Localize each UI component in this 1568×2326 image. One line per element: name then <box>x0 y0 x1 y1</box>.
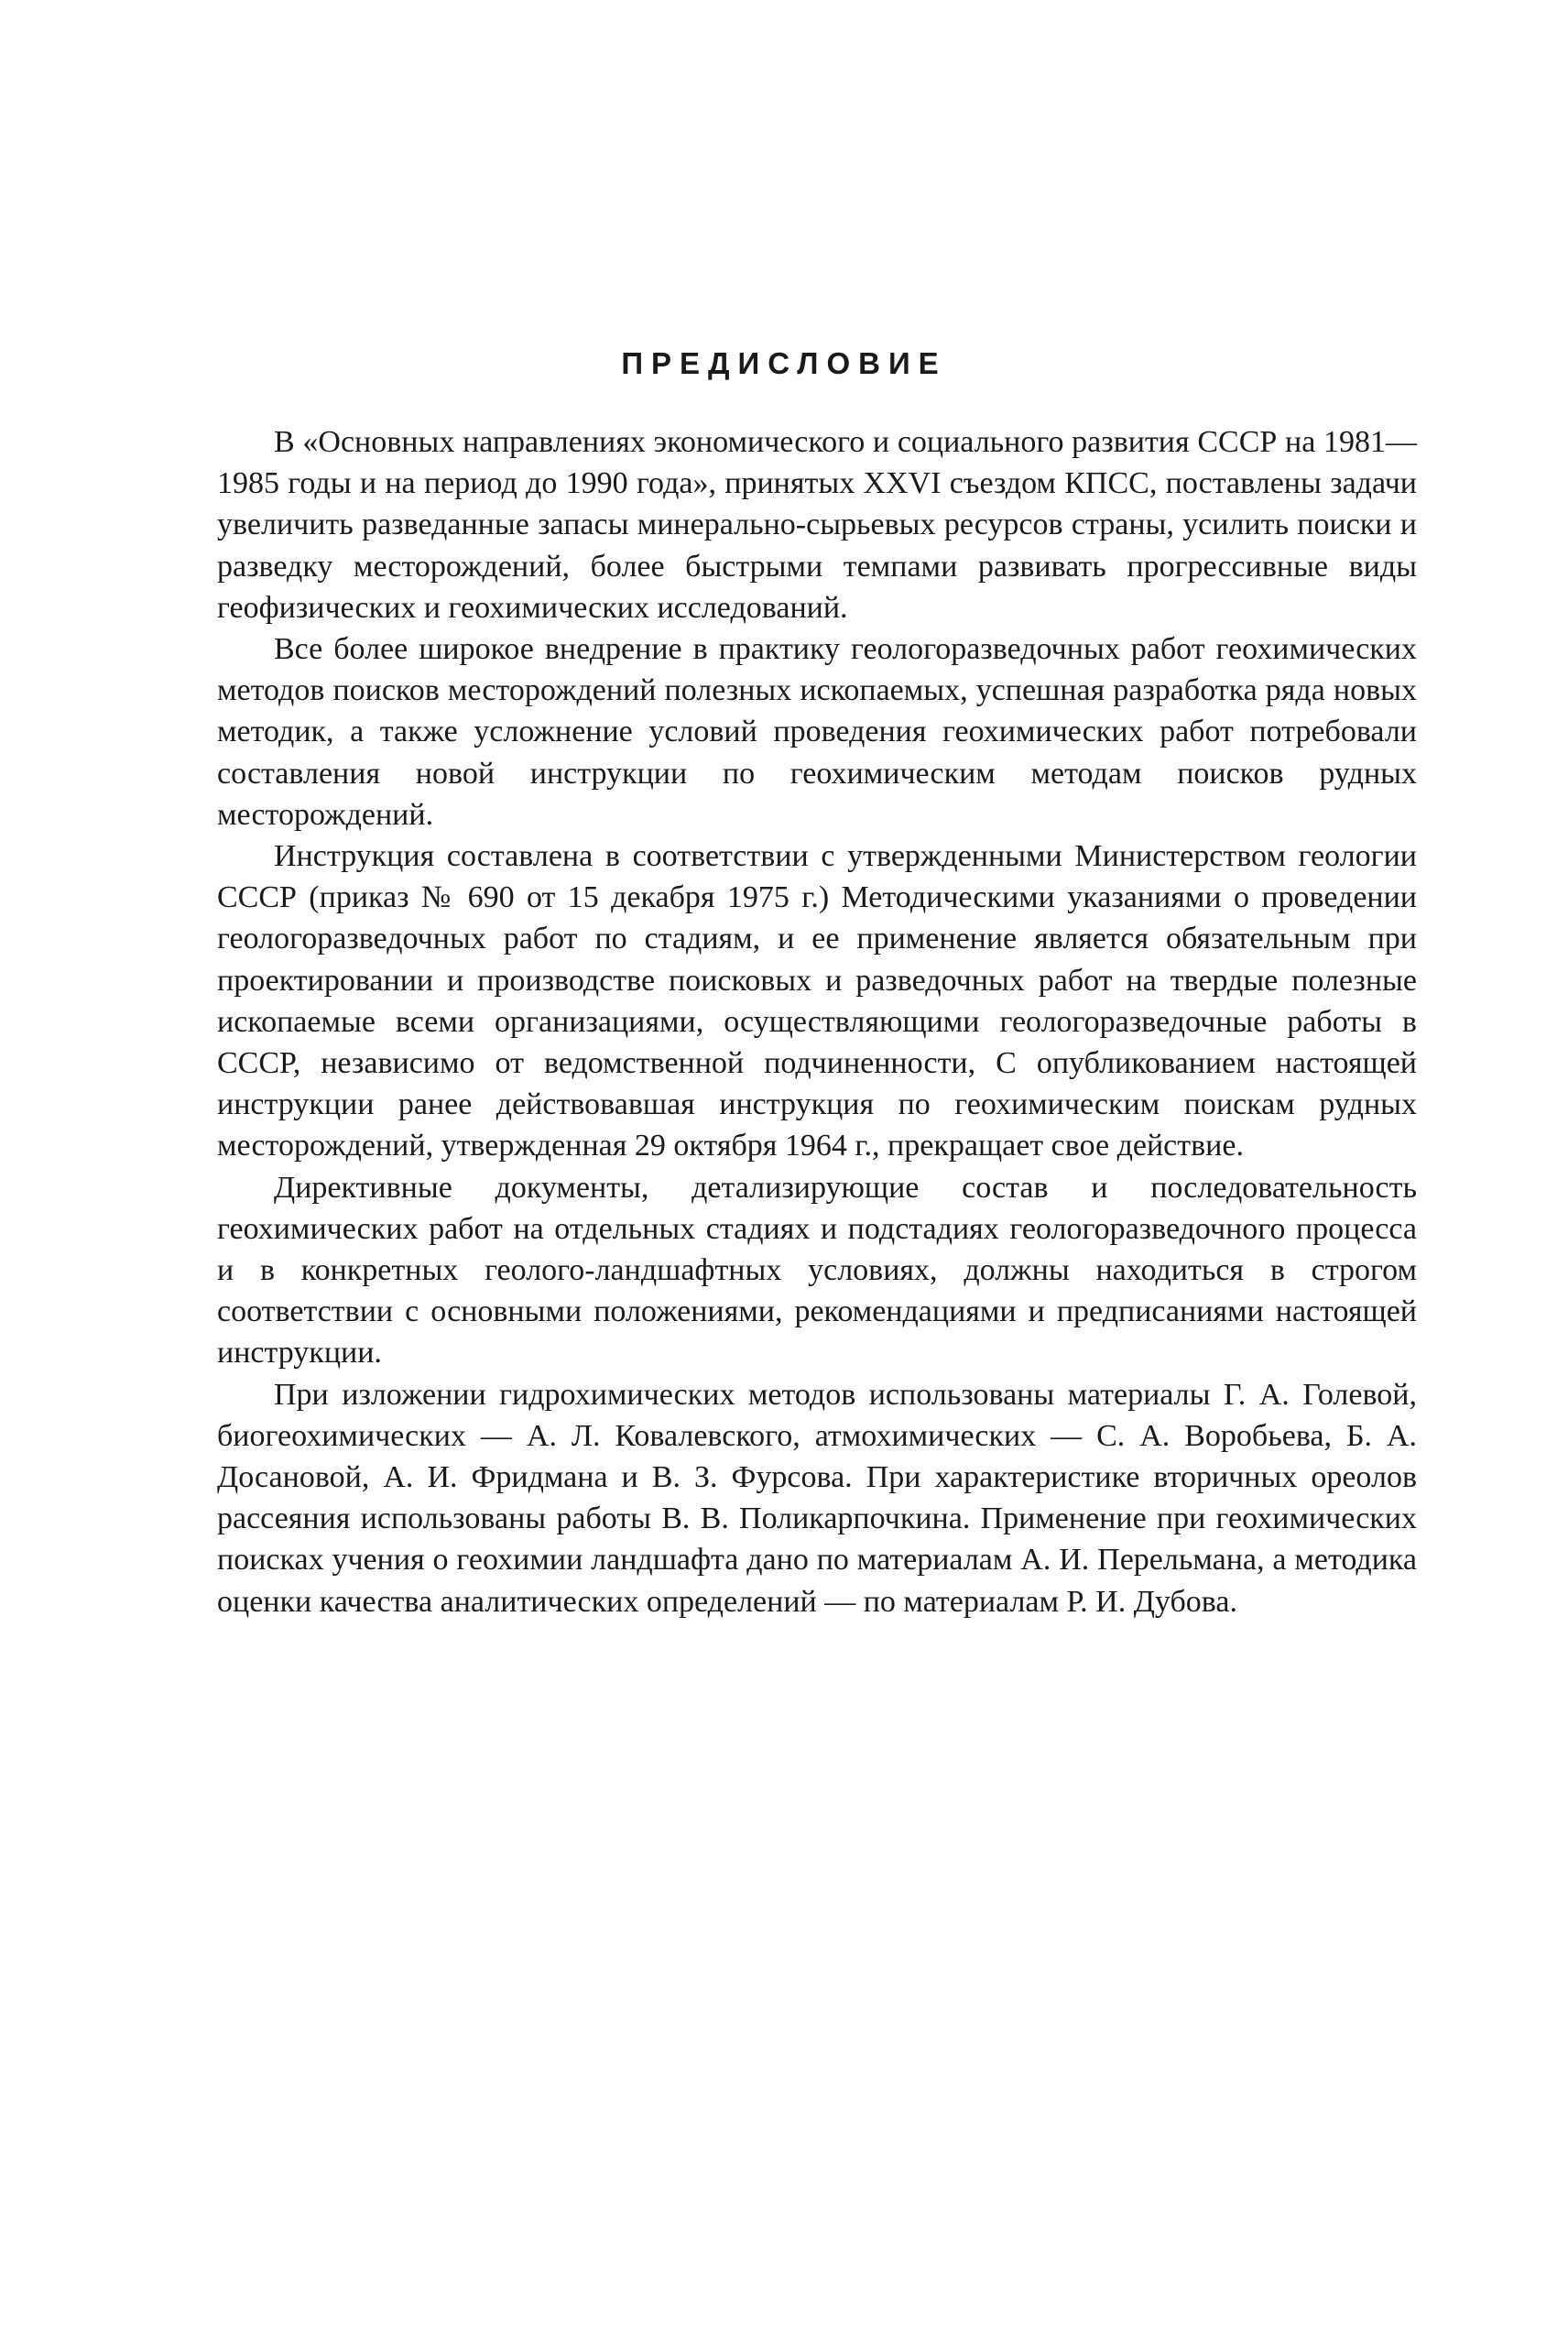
paragraph: Все более широкое внедрение в практику геологоразведочных работ геохимических методов поисков месторождений полезных ископаемых, успешная разработка ряда новых методик, а также усложнение условий проведения геохимических работ потребовали составления новой инструкции по геохимическим методам поисков рудных месторождений. <box>217 632 1417 832</box>
paragraph: В «Основных направлениях экономического и социального развития СССР на 1981—1985 годы и на период до 1990 года», принятых XXVI съездом КПСС, поставлены задачи увеличить разведанные запасы минерально-сырьевых ресурсов страны, усилить поиски и разведку месторождений, более быстрыми темпами развивать прогрессивные виды геофизических и геохимических исследований. <box>217 425 1417 625</box>
paragraph: Инструкция составлена в соответствии с утвержденными Министерством геологии СССР (приказ № 690 от 15 декабря 1975 г.) Методическими указаниями о проведении геологоразведочных работ по стадиям, и ее применение является обязательным при проектировании и производстве поисковых и разведочных работ на твердые полезные ископаемые всеми организациями, осуществляющими геологоразведочные работы в СССР, независимо от ведомственной подчиненности, С опубликованием настоящей инструкции ранее действовавшая инструкция по геохимическим поискам рудных месторождений, утвержденная 29 октября 1964 г., прекращает свое действие. <box>217 839 1417 1163</box>
page-title: ПРЕДИСЛОВИЕ <box>621 346 947 380</box>
paragraph: При изложении гидрохимических методов использованы материалы Г. А. Голевой, биогеохимических — А. Л. Ковалевского, атмохимических — С. А. Воробьева, Б. А. Досановой, А. И. Фридмана и В. З. Фурсова. При характеристике вторичных ореолов рассеяния использованы работы В. В. Поликарпочкина. Применение при геохимических поисках учения о геохимии ландшафта дано по материалам А. И. Перельмана, а методика оценки качества аналитических определений — по материалам Р. И. Дубова. <box>217 1377 1417 1619</box>
preface-body <box>217 421 1417 1622</box>
paragraph: Директивные документы, детализирующие состав и последовательность геохимических работ на отдельных стадиях и подстадиях геологоразведочного процесса и в конкретных геолого-ландшафтных условиях, должны находиться в строгом соответствии с основными положениями, рекомендациями и предписаниями настоящей инструкции. <box>217 1170 1417 1370</box>
